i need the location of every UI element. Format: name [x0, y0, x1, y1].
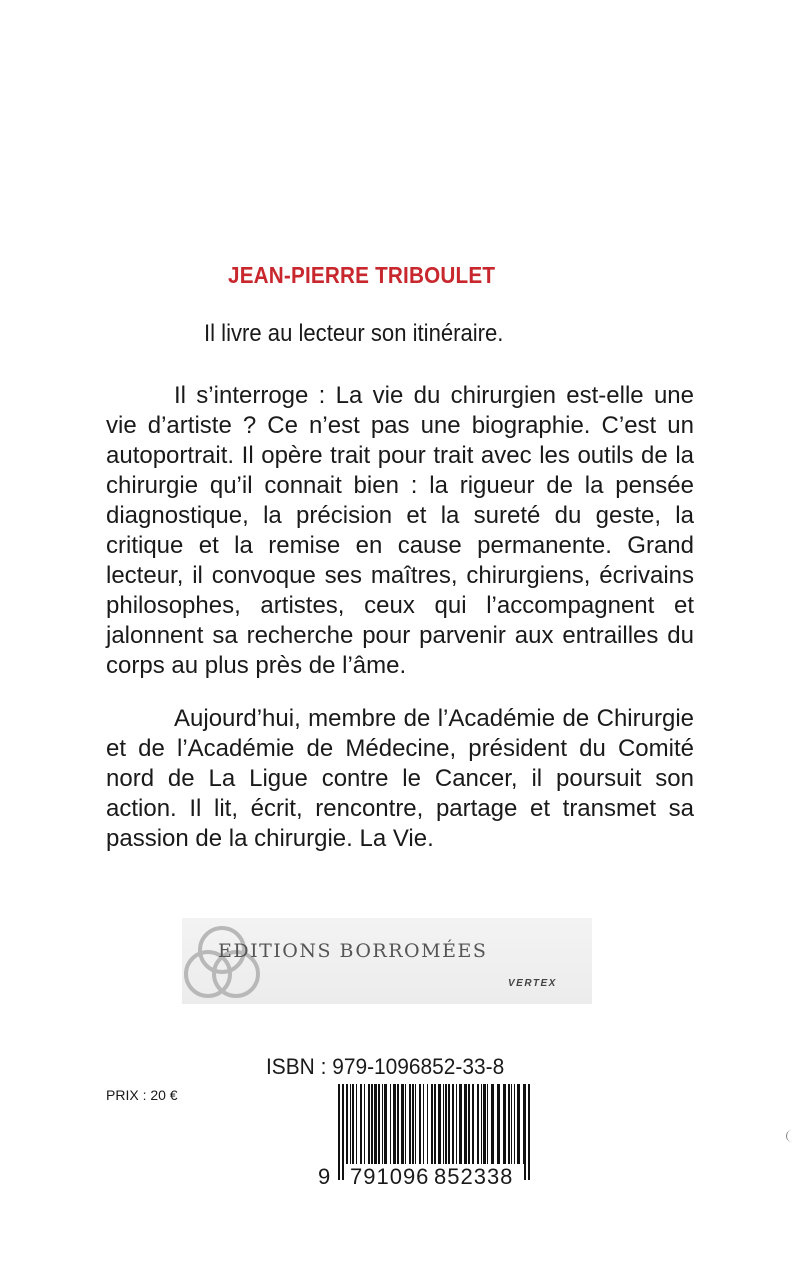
- barcode-bar: [514, 1084, 515, 1164]
- description-paragraph-1: Il s’interroge : La vie du chirurgien est-elle une vie d’artiste ? Ce n’est pas une biographie. C’est un autoportrait. Il opère trait pour trait avec les outils de la chirurgie qu’il connait bien : la rigueur de la pensée diagnostique, la précision et la sureté du geste, la critique et la remise en cause permanente. Grand lecteur, il convoque ses maîtres, chirurgiens, écrivains philosophes, artistes, ceux qui l’accompagnent et jalonnent sa recherche pour parvenir aux entrailles du corps au plus près de l’âme.: [106, 382, 694, 679]
- barcode-bar: [508, 1084, 510, 1164]
- barcode-bar: [491, 1084, 494, 1164]
- barcode-bar: [497, 1084, 500, 1164]
- barcode-digits-group2: 852338: [434, 1164, 514, 1189]
- barcode-bar: [468, 1084, 470, 1164]
- barcode-bar: [464, 1084, 467, 1164]
- edge-mark: [786, 1130, 793, 1142]
- barcode-bar: [338, 1084, 340, 1180]
- barcode-bar: [523, 1084, 524, 1164]
- barcode-bar: [445, 1084, 447, 1164]
- barcode-bar: [409, 1084, 411, 1164]
- barcode-bar: [382, 1084, 383, 1164]
- barcode-bar: [423, 1084, 424, 1164]
- barcode-bar: [443, 1084, 444, 1164]
- barcode-bar: [503, 1084, 506, 1164]
- price-label: PRIX : 20 €: [106, 1087, 178, 1103]
- barcode-bar: [483, 1084, 486, 1164]
- barcode-bar: [342, 1084, 344, 1180]
- isbn-label: ISBN : 979-1096852-33-8: [266, 1054, 505, 1079]
- barcode-bar: [393, 1084, 396, 1164]
- barcode-bar: [412, 1084, 414, 1164]
- barcode-bar: [456, 1084, 457, 1164]
- barcode-bar: [517, 1084, 520, 1164]
- barcode-bar: [487, 1084, 488, 1164]
- barcode-bar: [390, 1084, 391, 1164]
- barcode-bar: [511, 1084, 512, 1164]
- barcode-bar: [356, 1084, 357, 1164]
- author-name: JEAN-PIERRE TRIBOULET: [228, 262, 496, 288]
- barcode-bar: [434, 1084, 436, 1164]
- barcode-bar: [352, 1084, 354, 1164]
- publisher-logo: [182, 918, 592, 1004]
- intro-line: Il livre au lecteur son itinéraire.: [204, 320, 504, 347]
- barcode-bar: [524, 1084, 526, 1180]
- barcode-bar: [371, 1084, 373, 1164]
- publisher-imprint: VERTEX: [508, 978, 557, 989]
- barcode-bar: [472, 1084, 474, 1164]
- barcode-bar: [384, 1084, 387, 1164]
- barcode-bar: [415, 1084, 416, 1164]
- barcode-bar: [405, 1084, 406, 1164]
- barcode-bar: [364, 1084, 365, 1164]
- barcode-bar: [427, 1084, 428, 1164]
- barcode-bar: [397, 1084, 399, 1164]
- barcode-digit-first: 9: [318, 1164, 331, 1189]
- barcode-bar: [438, 1084, 441, 1164]
- barcode-bar: [350, 1084, 351, 1164]
- barcode-digits-group1: 791096: [350, 1164, 430, 1189]
- barcode-bar: [401, 1084, 404, 1164]
- description-paragraph-2: Aujourd’hui, membre de l’Académie de Chirurgie et de l’Académie de Médecine, président du Comité nord de La Ligue contre le Cancer, il poursuit son action. Il lit, écrit, rencontre, partage et transmet sa passion de la chirurgie. La Vie.: [106, 705, 694, 852]
- barcode-bar: [374, 1084, 377, 1164]
- barcode-bar: [528, 1084, 530, 1180]
- barcode-bar: [481, 1084, 482, 1164]
- barcode-bar: [419, 1084, 421, 1164]
- barcode-bar: [346, 1084, 348, 1164]
- publisher-name: EDITIONS BORROMÉES: [218, 940, 488, 962]
- barcode-bar: [431, 1084, 433, 1164]
- barcode-bar: [459, 1084, 462, 1164]
- barcode-bar: [477, 1084, 479, 1164]
- barcode-bar: [378, 1084, 380, 1164]
- barcode-bar: [360, 1084, 362, 1164]
- barcode-bar: [368, 1084, 370, 1164]
